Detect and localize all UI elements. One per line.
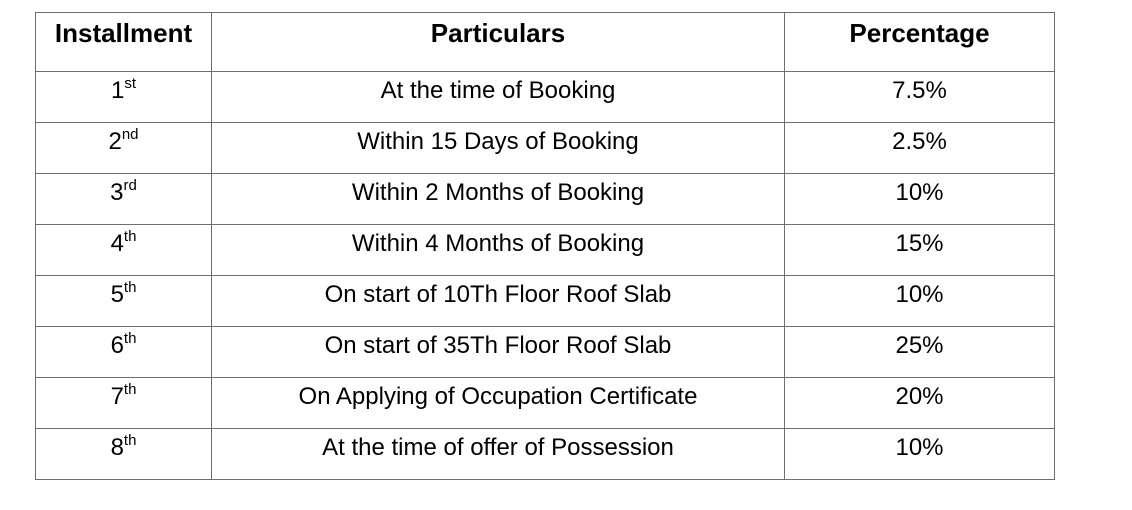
table-header-row bbox=[36, 13, 1055, 72]
installment-number: 3 bbox=[110, 179, 124, 206]
percentage-cell: 10% bbox=[785, 276, 1055, 327]
particulars-cell: Within 15 Days of Booking bbox=[212, 123, 785, 174]
table-row bbox=[36, 72, 1055, 123]
header-percentage: Percentage bbox=[785, 13, 1055, 72]
installment-suffix: rd bbox=[123, 177, 137, 194]
percentage-cell: 20% bbox=[785, 378, 1055, 429]
installment-number: 1 bbox=[110, 77, 125, 104]
percentage-cell: 7.5% bbox=[785, 72, 1055, 123]
installment-number: 6 bbox=[110, 332, 124, 359]
installment-number: 4 bbox=[110, 230, 124, 257]
installment-cell bbox=[36, 327, 212, 378]
installment-suffix: nd bbox=[121, 126, 139, 143]
installment-suffix: th bbox=[123, 228, 137, 245]
header-installment: Installment bbox=[36, 13, 212, 72]
table-row bbox=[36, 225, 1055, 276]
particulars-cell: On start of 10Th Floor Roof Slab bbox=[212, 276, 785, 327]
installment-suffix: st bbox=[124, 75, 137, 92]
installment-suffix: th bbox=[123, 381, 137, 398]
installment-cell bbox=[36, 429, 212, 480]
percentage-cell: 10% bbox=[785, 429, 1055, 480]
percentage-cell: 25% bbox=[785, 327, 1055, 378]
table-row bbox=[36, 429, 1055, 480]
installment-suffix: th bbox=[123, 330, 137, 347]
particulars-cell: At the time of Booking bbox=[212, 72, 785, 123]
installment-cell bbox=[36, 72, 212, 123]
installment-number: 7 bbox=[110, 383, 124, 410]
percentage-cell: 10% bbox=[785, 174, 1055, 225]
table-row bbox=[36, 123, 1055, 174]
installment-number: 2 bbox=[108, 128, 122, 155]
particulars-cell: At the time of offer of Possession bbox=[212, 429, 785, 480]
table-row bbox=[36, 327, 1055, 378]
particulars-cell: Within 2 Months of Booking bbox=[212, 174, 785, 225]
installment-cell bbox=[36, 276, 212, 327]
installment-suffix: th bbox=[123, 279, 137, 296]
header-particulars: Particulars bbox=[212, 13, 785, 72]
payment-schedule-table bbox=[35, 12, 1055, 480]
percentage-cell: 2.5% bbox=[785, 123, 1055, 174]
particulars-cell: On start of 35Th Floor Roof Slab bbox=[212, 327, 785, 378]
percentage-cell: 15% bbox=[785, 225, 1055, 276]
table-row bbox=[36, 378, 1055, 429]
installment-number: 8 bbox=[110, 434, 124, 461]
installment-suffix: th bbox=[123, 432, 137, 449]
table-row bbox=[36, 174, 1055, 225]
installment-cell bbox=[36, 123, 212, 174]
table-row bbox=[36, 276, 1055, 327]
installment-cell bbox=[36, 174, 212, 225]
installment-number: 5 bbox=[110, 281, 124, 308]
particulars-cell: On Applying of Occupation Certificate bbox=[212, 378, 785, 429]
particulars-cell: Within 4 Months of Booking bbox=[212, 225, 785, 276]
installment-cell bbox=[36, 225, 212, 276]
installment-cell bbox=[36, 378, 212, 429]
